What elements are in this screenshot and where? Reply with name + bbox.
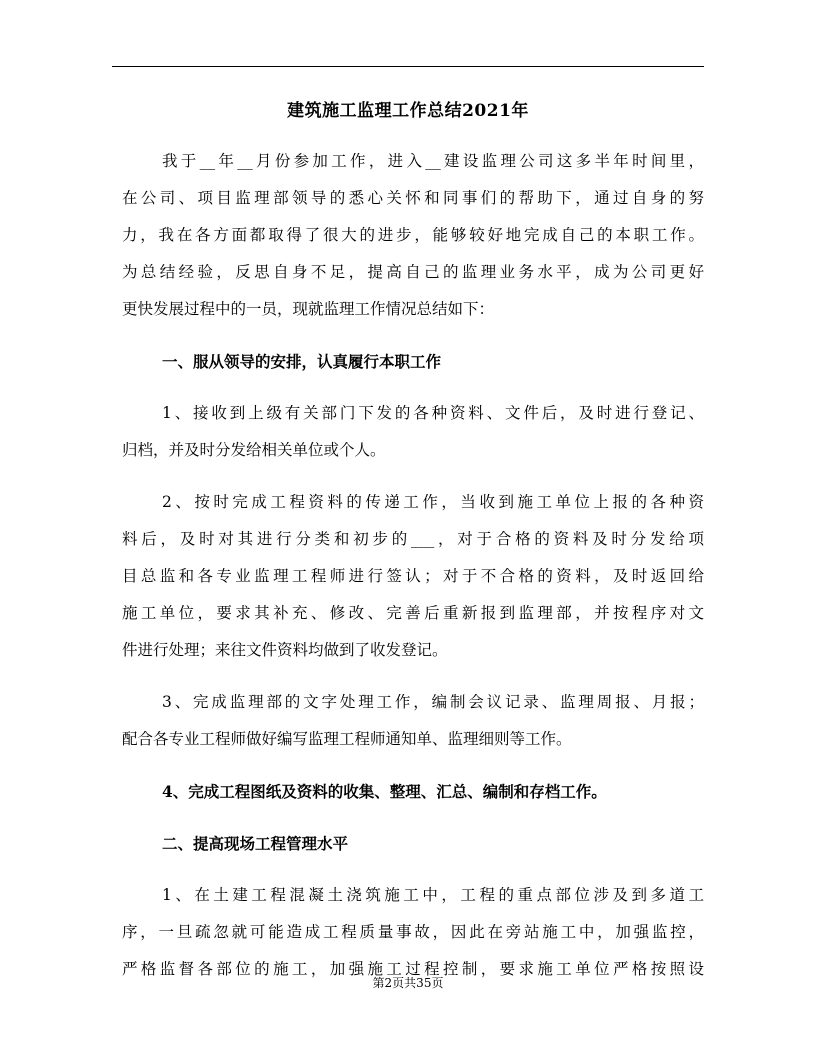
item-paragraph bbox=[122, 484, 704, 669]
item-paragraph bbox=[122, 773, 704, 810]
text-line: 严格监督各部位的施工，加强施工过程控制，要求施工单位严格按照设 bbox=[122, 960, 704, 978]
text-line: 归档，并及时分发给相关单位或个人。 bbox=[122, 441, 386, 459]
text-line: 2、按时完成工程资料的传递工作，当收到施工单位上报的各种资 bbox=[162, 493, 704, 511]
document-title: 建筑施工监理工作总结2021年 bbox=[287, 101, 529, 121]
section2-heading: 二、提高现场工程管理水平 bbox=[162, 834, 349, 853]
text-line: 目总监和各专业监理工程师进行签认；对于不合格的资料，及时返回给 bbox=[122, 567, 704, 585]
item-paragraph bbox=[122, 395, 704, 469]
text-line: 料后，及时对其进行分类和初步的___，对于合格的资料及时分发给项 bbox=[122, 530, 704, 548]
text-line: 我于__年__月份参加工作，进入__建设监理公司这多半年时间里， bbox=[162, 152, 704, 170]
text-line: 更快发展过程中的一员，现就监理工作情况总结如下： bbox=[122, 300, 495, 318]
text-line: 3、完成监理部的文字处理工作，编制会议记录、监理周报、月报； bbox=[162, 693, 704, 711]
item-paragraph bbox=[122, 684, 704, 758]
intro-paragraph bbox=[122, 143, 704, 328]
item-paragraph bbox=[122, 877, 704, 988]
section1-heading: 一、服从领导的安排，认真履行本职工作 bbox=[162, 352, 442, 371]
section-heading bbox=[122, 343, 704, 380]
text-line: 1、接收到上级有关部门下发的各种资料、文件后，及时进行登记、 bbox=[162, 404, 704, 422]
text-line: 配合各专业工程师做好编写监理工程师通知单、监理细则等工作。 bbox=[122, 730, 572, 748]
item4-heading: 4、完成工程图纸及资料的收集、整理、汇总、编制和存档工作。 bbox=[162, 782, 607, 801]
page-number: 第2页共35页 bbox=[372, 976, 444, 990]
section-heading bbox=[122, 825, 704, 862]
document-body bbox=[122, 143, 704, 988]
text-line: 1、在土建工程混凝土浇筑施工中，工程的重点部位涉及到多道工 bbox=[162, 886, 704, 904]
text-line: 在公司、项目监理部领导的悉心关怀和同事们的帮助下，通过自身的努 bbox=[122, 189, 704, 207]
text-line: 为总结经验，反思自身不足，提高自己的监理业务水平，成为公司更好 bbox=[122, 263, 704, 281]
text-line: 施工单位，要求其补充、修改、完善后重新报到监理部，并按程序对文 bbox=[122, 604, 704, 622]
text-line: 件进行处理；来往文件资料均做到了收发登记。 bbox=[122, 641, 448, 659]
text-line: 力，我在各方面都取得了很大的进步，能够较好地完成自己的本职工作。 bbox=[122, 226, 704, 244]
header-rule bbox=[112, 66, 704, 67]
text-line: 序，一旦疏忽就可能造成工程质量事故，因此在旁站施工中，加强监控， bbox=[122, 923, 704, 941]
